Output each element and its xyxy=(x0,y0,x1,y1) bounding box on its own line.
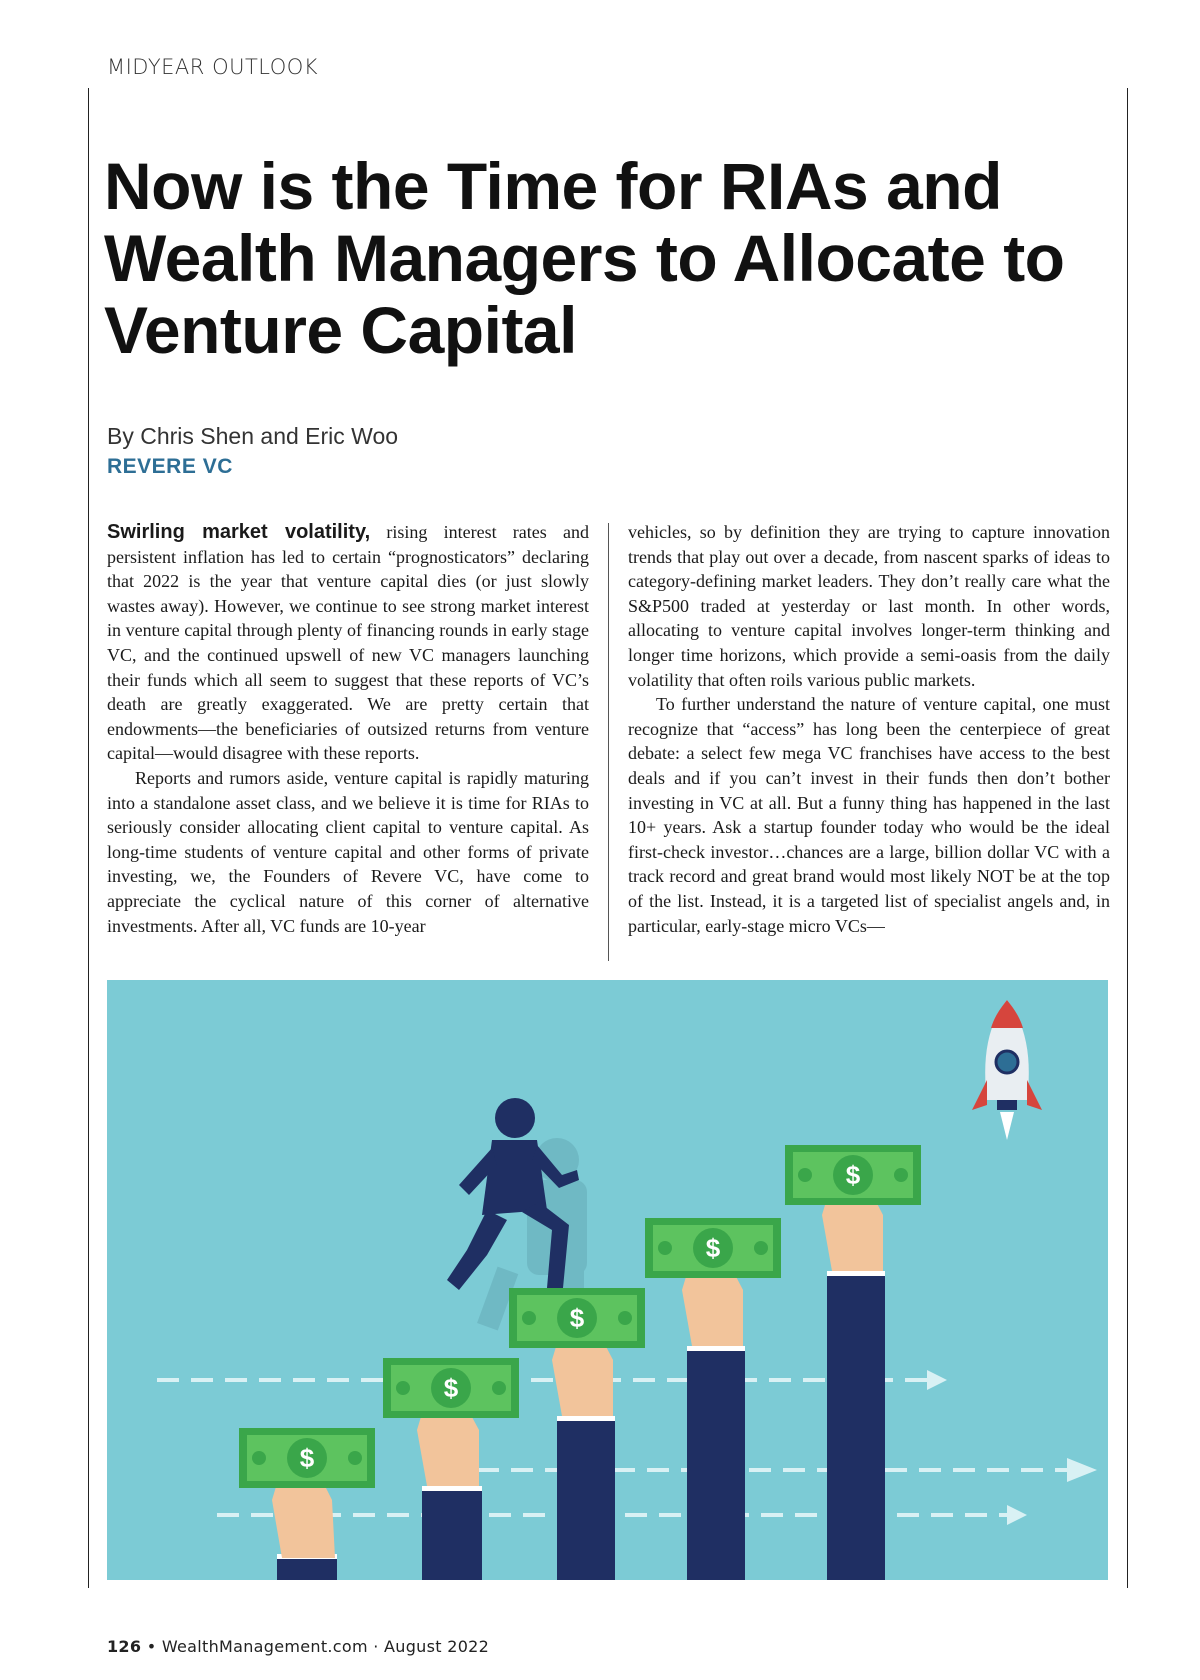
dollar-symbol: $ xyxy=(299,1443,315,1473)
column-divider xyxy=(608,523,609,961)
paragraph-4: To further understand the nature of venture capital, one must recognize that “access” has long been the centerpiece of great debate: a select few mega VC franchises have access to the best deals and if you can’t invest in their funds then don’t bother investing in VC at all. But a funny thing has happened in the last 10+ years. Ask a startup founder today who would be the ideal first-check investor…chances are a large, billion dollar VC with a track record and great brand would most likely NOT be at the top of the list. Instead, it is a targeted list of specialist angels and, in particular, early-stage micro VCs— xyxy=(628,694,1110,936)
body-column-right xyxy=(628,520,1110,938)
page-footer xyxy=(107,1637,489,1656)
dollar-symbol: $ xyxy=(443,1373,459,1403)
lead-in: Swirling market volatility, xyxy=(107,521,371,543)
paragraph-1-text: rising interest rates and persistent inflation has led to certain “prognosticators” declaring that 2022 is the year that venture capital dies (or just slowly wastes away). However, we continue to see strong market interest in venture capital through plenty of financing rounds in early stage VC, and the continued upswell of new VC managers launching their funds which all seem to suggest that these reports of VC’s death are greatly exaggerated. We are pretty certain that endowments—the beneficiaries of outsized returns from venture capital—would disagree with these reports. xyxy=(107,522,590,764)
left-rule xyxy=(88,88,89,1588)
footer-separator: • xyxy=(141,1637,162,1656)
author-organization: REVERE VC xyxy=(107,455,233,478)
publication-info: WealthManagement.com · August 2022 xyxy=(161,1637,490,1656)
paragraph-1 xyxy=(107,520,589,766)
right-rule xyxy=(1127,88,1128,1588)
arrowheads xyxy=(927,1370,1097,1525)
dollar-symbol: $ xyxy=(705,1233,721,1263)
paragraph-3: vehicles, so by definition they are trying to capture innovation trends that play out over a decade, from nascent sparks of ideas to category-defining market leaders. They don’t really care what the S&P500 traded at yesterday or last month. In other words, allocating to venture capital involves longer-term thinking and longer time horizons, which provide a semi-oasis from the daily volatility that often roils various public markets. xyxy=(628,522,1110,690)
body-column-left xyxy=(107,520,589,938)
rocket-icon xyxy=(972,1000,1042,1140)
page-number: 126 xyxy=(107,1637,142,1656)
dollar-symbol: $ xyxy=(569,1303,585,1333)
dollar-symbol: $ xyxy=(845,1160,861,1190)
byline: By Chris Shen and Eric Woo xyxy=(107,423,399,449)
paragraph-2: Reports and rumors aside, venture capital is rapidly maturing into a standalone asset class, and we believe it is time for RIAs to seriously consider allocating client capital to venture capital. As long-time students of venture capital and other forms of private investing, we, the Founders of Revere VC, have come to appreciate the cyclical nature of this corner of alternative investments. After all, VC funds are 10-year xyxy=(107,767,589,936)
venture-growth-illustration xyxy=(107,980,1108,1580)
section-label: MIDYEAR OUTLOOK xyxy=(107,55,319,79)
article-title: Now is the Time for RIAs and Wealth Managers to Allocate to Venture Capital xyxy=(104,149,1065,367)
